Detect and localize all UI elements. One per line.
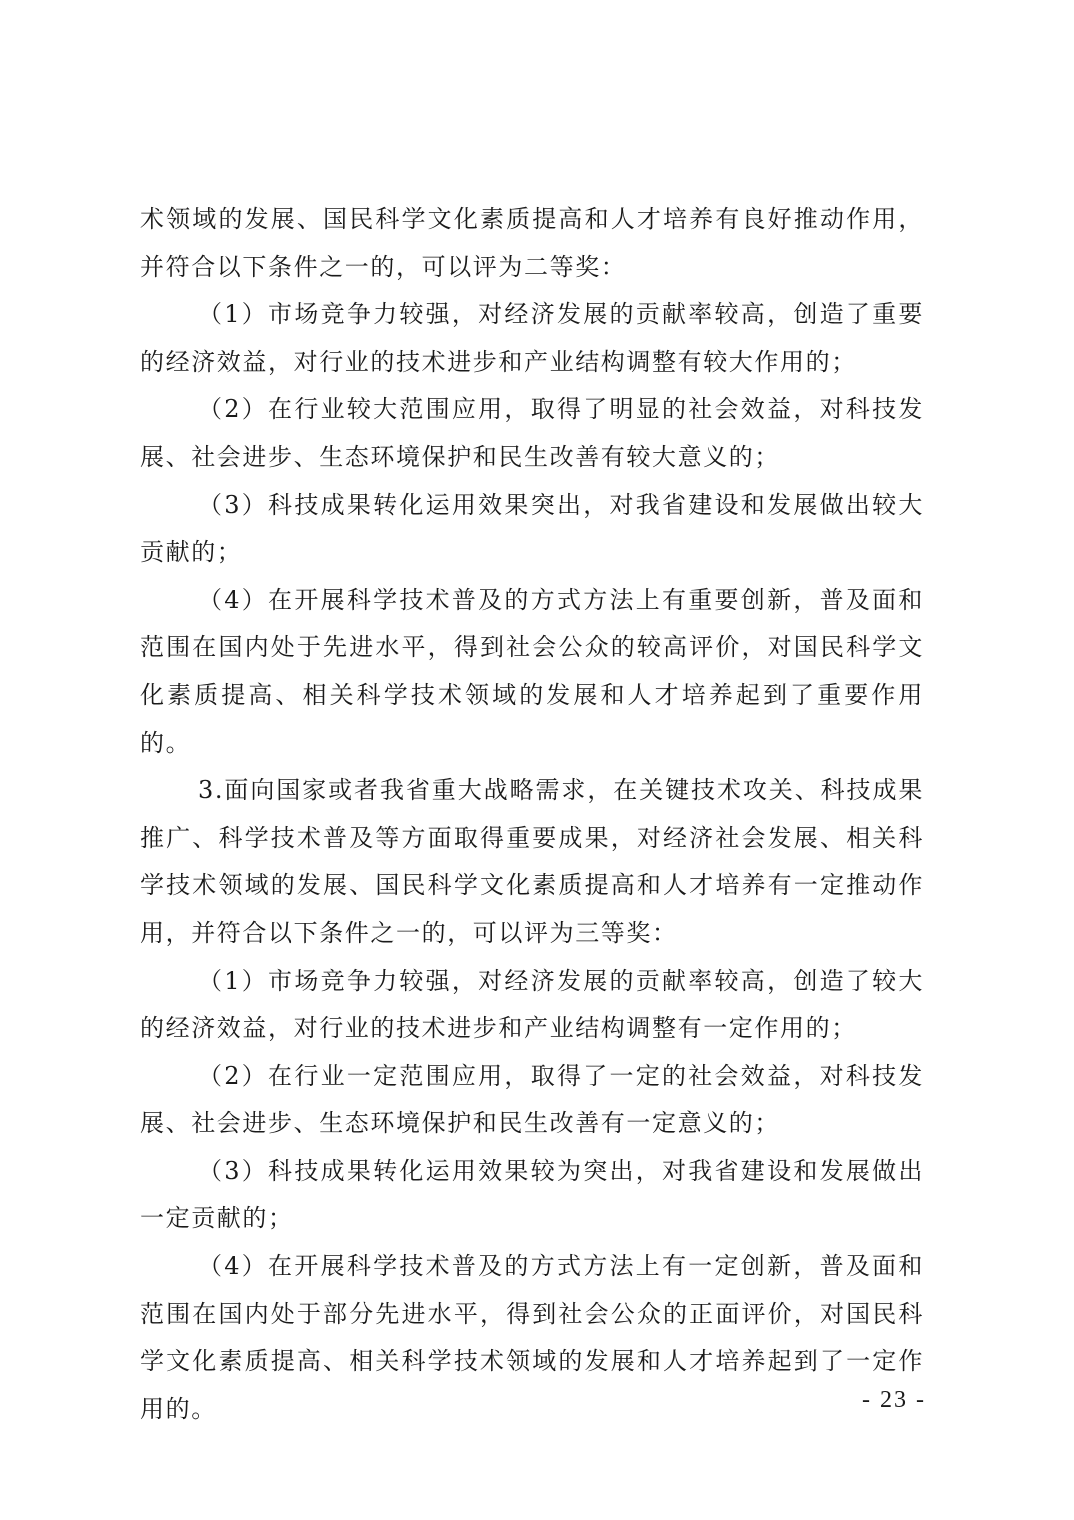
paragraph-award-second-tier-intro-continued: 术领域的发展、国民科学文化素质提高和人才培养有良好推动作用，并符合以下条件之一的，可以评为二等奖： bbox=[140, 205, 924, 281]
paragraph-third-tier-intro: 3.面向国家或者我省重大战略需求，在关键技术攻关、科技成果推广、科学技术普及等方面取得重要成果，对经济社会发展、相关科学技术领域的发展、国民科学文化素质提高和人才培养有一定推动作用，并符合以下条件之一的，可以评为三等奖： bbox=[140, 776, 924, 947]
paragraph-third-tier-condition-2: （2）在行业一定范围应用，取得了一定的社会效益，对科技发展、社会进步、生态环境保护和民生改善有一定意义的； bbox=[140, 1061, 924, 1138]
paragraph-third-tier-condition-3: （3）科技成果转化运用效果较为突出，对我省建设和发展做出一定贡献的； bbox=[140, 1156, 924, 1233]
paragraph-third-tier-condition-4: （4）在开展科学技术普及的方式方法上有一定创新，普及面和范围在国内处于部分先进水平，得到社会公众的正面评价，对国民科学文化素质提高、相关科学技术领域的发展和人才培养起到了一定作用的。 bbox=[140, 1252, 924, 1423]
page-number: - 23 - bbox=[862, 1387, 926, 1413]
paragraph-second-tier-condition-3: （3）科技成果转化运用效果突出，对我省建设和发展做出较大贡献的； bbox=[140, 490, 924, 567]
document-body bbox=[140, 196, 924, 1433]
paragraph-second-tier-condition-2: （2）在行业较大范围应用，取得了明显的社会效益，对科技发展、社会进步、生态环境保护和民生改善有较大意义的； bbox=[140, 395, 924, 471]
paragraph-second-tier-condition-1: （1）市场竞争力较强，对经济发展的贡献率较高，创造了重要的经济效益，对行业的技术进步和产业结构调整有较大作用的； bbox=[140, 300, 924, 376]
paragraph-second-tier-condition-4: （4）在开展科学技术普及的方式方法上有重要创新，普及面和范围在国内处于先进水平，得到社会公众的较高评价，对国民科学文化素质提高、相关科学技术领域的发展和人才培养起到了重要作用的。 bbox=[140, 585, 924, 757]
paragraph-third-tier-condition-1: （1）市场竞争力较强，对经济发展的贡献率较高，创造了较大的经济效益，对行业的技术进步和产业结构调整有一定作用的； bbox=[140, 966, 924, 1043]
